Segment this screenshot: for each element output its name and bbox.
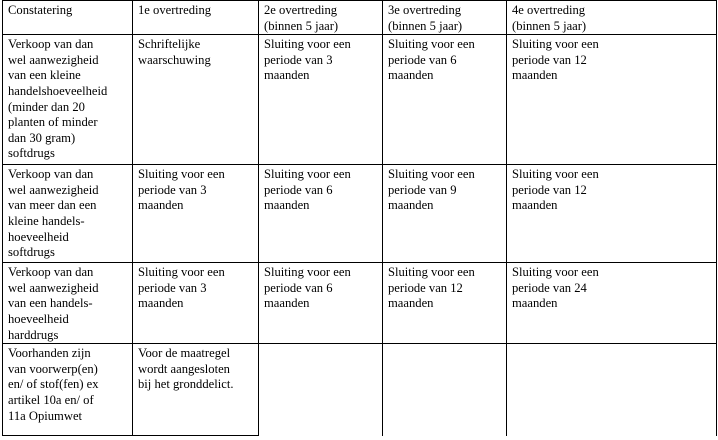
header-second-offense: 2e overtreding (binnen 5 jaar)	[259, 1, 383, 35]
table-cell: Sluiting voor een periode van 24 maanden	[507, 263, 717, 344]
table-cell: Sluiting voor een periode van 3 maanden	[259, 35, 383, 165]
table-cell: Verkoop van dan wel aanwezigheid van een handels- hoeveelheid harddrugs	[3, 263, 133, 344]
table-cell: Sluiting voor een periode van 3 maanden	[133, 165, 259, 263]
table-cell: Sluiting voor een periode van 6 maanden	[259, 263, 383, 344]
table-cell: Schriftelijke waarschuwing	[133, 35, 259, 165]
sanctions-table	[2, 0, 717, 436]
table-row	[3, 344, 717, 436]
table-cell: Sluiting voor een periode van 6 maanden	[383, 35, 507, 165]
header-third-offense: 3e overtreding (binnen 5 jaar)	[383, 1, 507, 35]
table-cell: Verkoop van dan wel aanwezigheid van een kleine handelshoeveelheid (minder dan 20 planten of minder dan 30 gram) softdrugs	[3, 35, 133, 165]
table-cell: Voor de maatregel wordt aangesloten bij het gronddelict.	[133, 344, 259, 436]
table-cell: Verkoop van dan wel aanwezigheid van meer dan een kleine handels- hoeveelheid softdrugs	[3, 165, 133, 263]
table-cell	[383, 344, 507, 436]
table-header-row	[3, 1, 717, 35]
table-cell: Sluiting voor een periode van 12 maanden	[383, 263, 507, 344]
header-first-offense: 1e overtreding	[133, 1, 259, 35]
header-fourth-offense: 4e overtreding (binnen 5 jaar)	[507, 1, 717, 35]
header-constatering: Constatering	[3, 1, 133, 35]
table-cell: Voorhanden zijn van voorwerp(en) en/ of stof(fen) ex artikel 10a en/ of 11a Opiumwet	[3, 344, 133, 436]
table-cell: Sluiting voor een periode van 6 maanden	[259, 165, 383, 263]
table-row	[3, 263, 717, 344]
table-row	[3, 165, 717, 263]
table-cell	[259, 344, 383, 436]
table-cell: Sluiting voor een periode van 12 maanden	[507, 35, 717, 165]
table-cell: Sluiting voor een periode van 9 maanden	[383, 165, 507, 263]
table-cell: Sluiting voor een periode van 3 maanden	[133, 263, 259, 344]
table-cell	[507, 344, 717, 436]
table-row	[3, 35, 717, 165]
table-cell: Sluiting voor een periode van 12 maanden	[507, 165, 717, 263]
